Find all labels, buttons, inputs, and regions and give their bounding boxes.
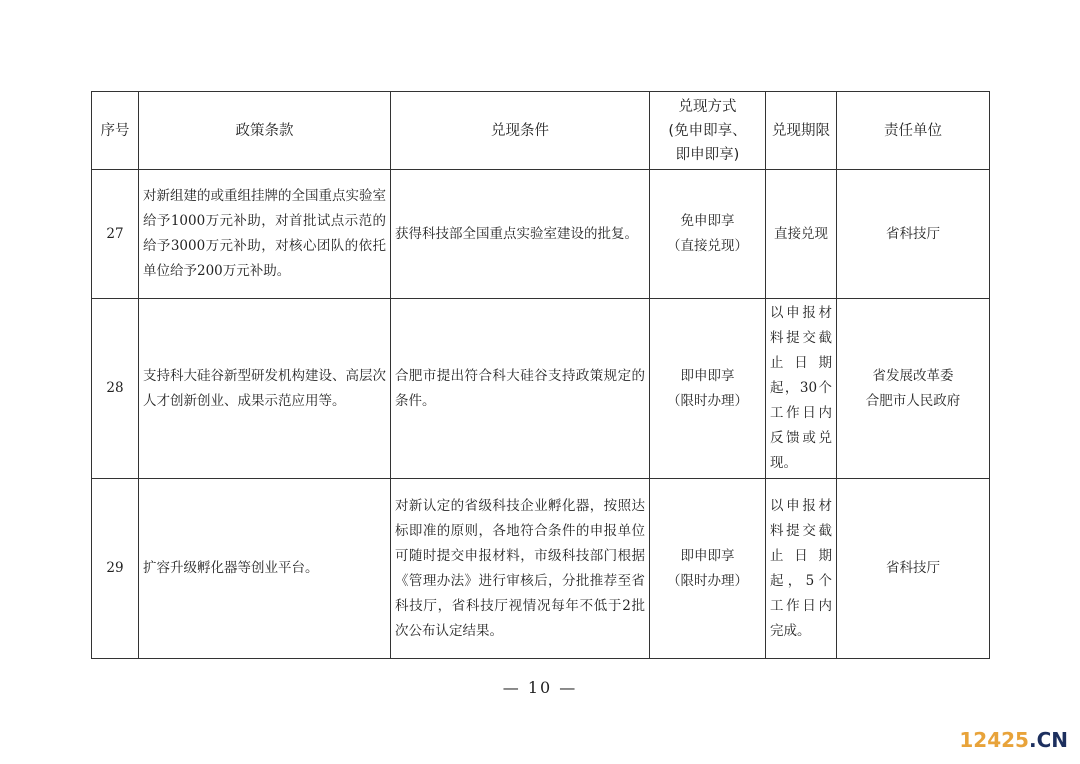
header-no: 序号 [92, 92, 139, 170]
table-row [92, 299, 990, 479]
row-policy: 扩容升级孵化器等创业平台。 [139, 479, 391, 659]
header-method: 兑现方式 (免申即享、 即申即享) [650, 92, 766, 170]
row-method: 免申即享 （直接兑现） [650, 170, 766, 299]
header-condition: 兑现条件 [391, 92, 650, 170]
row-deadline: 直接兑现 [766, 170, 837, 299]
header-policy: 政策条款 [139, 92, 391, 170]
table-row [92, 170, 990, 299]
row-no: 28 [92, 299, 139, 479]
page-number: — 10 — [502, 678, 578, 697]
table-row [92, 479, 990, 659]
row-deadline: 以申报材料提交截止日期起，5个工作日内完成。 [766, 479, 837, 659]
row-deadline: 以申报材料提交截止日期起，30个工作日内反馈或兑现。 [766, 299, 837, 479]
watermark-domain: .CN [1028, 728, 1068, 752]
row-no: 29 [92, 479, 139, 659]
header-row [92, 92, 990, 170]
table-header [92, 92, 990, 170]
header-deadline: 兑现期限 [766, 92, 837, 170]
row-policy: 对新组建的或重组挂牌的全国重点实验室给予1000万元补助，对首批试点示范的给予3000万元补助，对核心团队的依托单位给予200万元补助。 [139, 170, 391, 299]
row-condition: 合肥市提出符合科大硅谷支持政策规定的条件。 [391, 299, 650, 479]
row-condition: 获得科技部全国重点实验室建设的批复。 [391, 170, 650, 299]
row-method: 即申即享 （限时办理） [650, 479, 766, 659]
header-unit: 责任单位 [837, 92, 990, 170]
row-unit: 省发展改革委 合肥市人民政府 [837, 299, 990, 479]
table-body [92, 170, 990, 659]
row-method: 即申即享 （限时办理） [650, 299, 766, 479]
site-watermark [959, 728, 1068, 752]
watermark-number: 12425 [959, 728, 1029, 752]
row-unit: 省科技厅 [837, 479, 990, 659]
row-condition: 对新认定的省级科技企业孵化器，按照达标即准的原则，各地符合条件的申报单位可随时提交申报材料，市级科技部门根据《管理办法》进行审核后，分批推荐至省科技厅，省科技厅视情况每年不低于2批次公布认定结果。 [391, 479, 650, 659]
row-unit: 省科技厅 [837, 170, 990, 299]
row-no: 27 [92, 170, 139, 299]
policy-table [91, 91, 990, 659]
row-policy: 支持科大硅谷新型研发机构建设、高层次人才创新创业、成果示范应用等。 [139, 299, 391, 479]
